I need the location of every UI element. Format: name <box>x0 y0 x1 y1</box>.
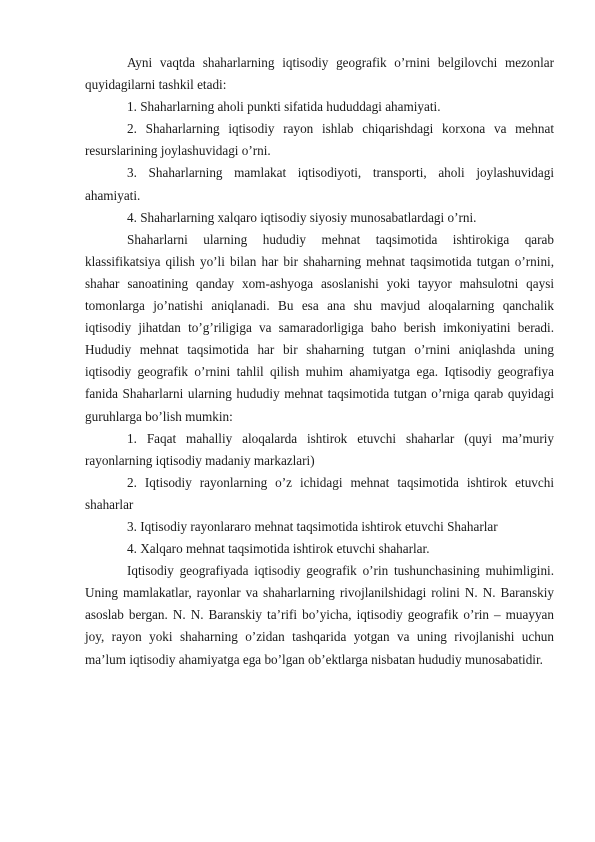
group-1: 1. Faqat mahalliy aloqalarda ishtirok etuvchi shaharlar (quyi ma’muriy rayonlarning iqtisodiy madaniy markazlari) <box>85 430 554 468</box>
criterion-4: 4. Shaharlarning xalqaro iqtisodiy siyosiy munosabatlardagi o’rni. <box>127 209 477 225</box>
group-4: 4. Xalqaro mehnat taqsimotida ishtirok etuvchi shaharlar. <box>127 541 430 557</box>
criterion-1: 1. Shaharlarning aholi punkti sifatida hududdagi ahamiyati. <box>127 99 441 115</box>
criterion-3: 3. Shaharlarning mamlakat iqtisodiyoti, transporti, aholi joylashuvidagi ahamiyati. <box>85 165 554 203</box>
paragraph-baranskiy: Iqtisodiy geografiyada iqtisodiy geografik o’rin tushunchasining muhimligini. Uning mamlakatlar, rayonlar va shaharlarning rivojlanilshidagi rolini N. N. Baranskiy asoslab bergan. N. N. Baranskiy ta’rifi bo’yicha, iqtisodiy geografik o’rin – muayyan joy, rayon yoki shaharning o’zidan tashqarida yotgan va uning rivojlanishi uchun ma’lum iqtisodiy ahamiyatga ega bo’lgan ob’ektlarga nisbatan hududiy munosabatidir. <box>85 563 554 667</box>
group-2: 2. Iqtisodiy rayonlarning o’z ichidagi mehnat taqsimotida ishtirok etuvchi shaharlar <box>85 474 554 512</box>
paragraph-intro: Ayni vaqtda shaharlarning iqtisodiy geografik o’rnini belgilovchi mezonlar quyidagilarni tashkil etadi: <box>85 55 554 93</box>
document-body <box>85 52 554 671</box>
paragraph-classification: Shaharlarni ularning hududiy mehnat taqsimotida ishtirokiga qarab klassifikatsiya qilish yo’li bilan har bir shaharning mehnat taqsimotida tutgan o’rnini, shahar sanoatining qanday xom-ashyoga asoslanishi yoki tayyor mahsulotni qaysi tomonlarga jo’natishi aniqlanadi. Bu esa ana shu mavjud aloqalarning qanchalik iqtisodiy jihatdan to’g’riligiga va samaradorligiga baho berish imkoniyatini beradi. Hududiy mehnat taqsimotida har bir shaharning tutgan o’rnini aniqlashda uning iqtisodiy geografik o’rnini tahlil qilish muhim ahamiyatga ega. Iqtisodiy geografiya fanida Shaharlarni ularning hududiy mehnat taqsimotida tutgan o’rniga qarab quyidagi guruhlarga bo’lish mumkin: <box>85 231 554 424</box>
criterion-2: 2. Shaharlarning iqtisodiy rayon ishlab chiqarishdagi korxona va mehnat resurslarining joylashuvidagi o’rni. <box>85 121 554 159</box>
group-3: 3. Iqtisodiy rayonlararo mehnat taqsimotida ishtirok etuvchi Shaharlar <box>127 518 498 534</box>
